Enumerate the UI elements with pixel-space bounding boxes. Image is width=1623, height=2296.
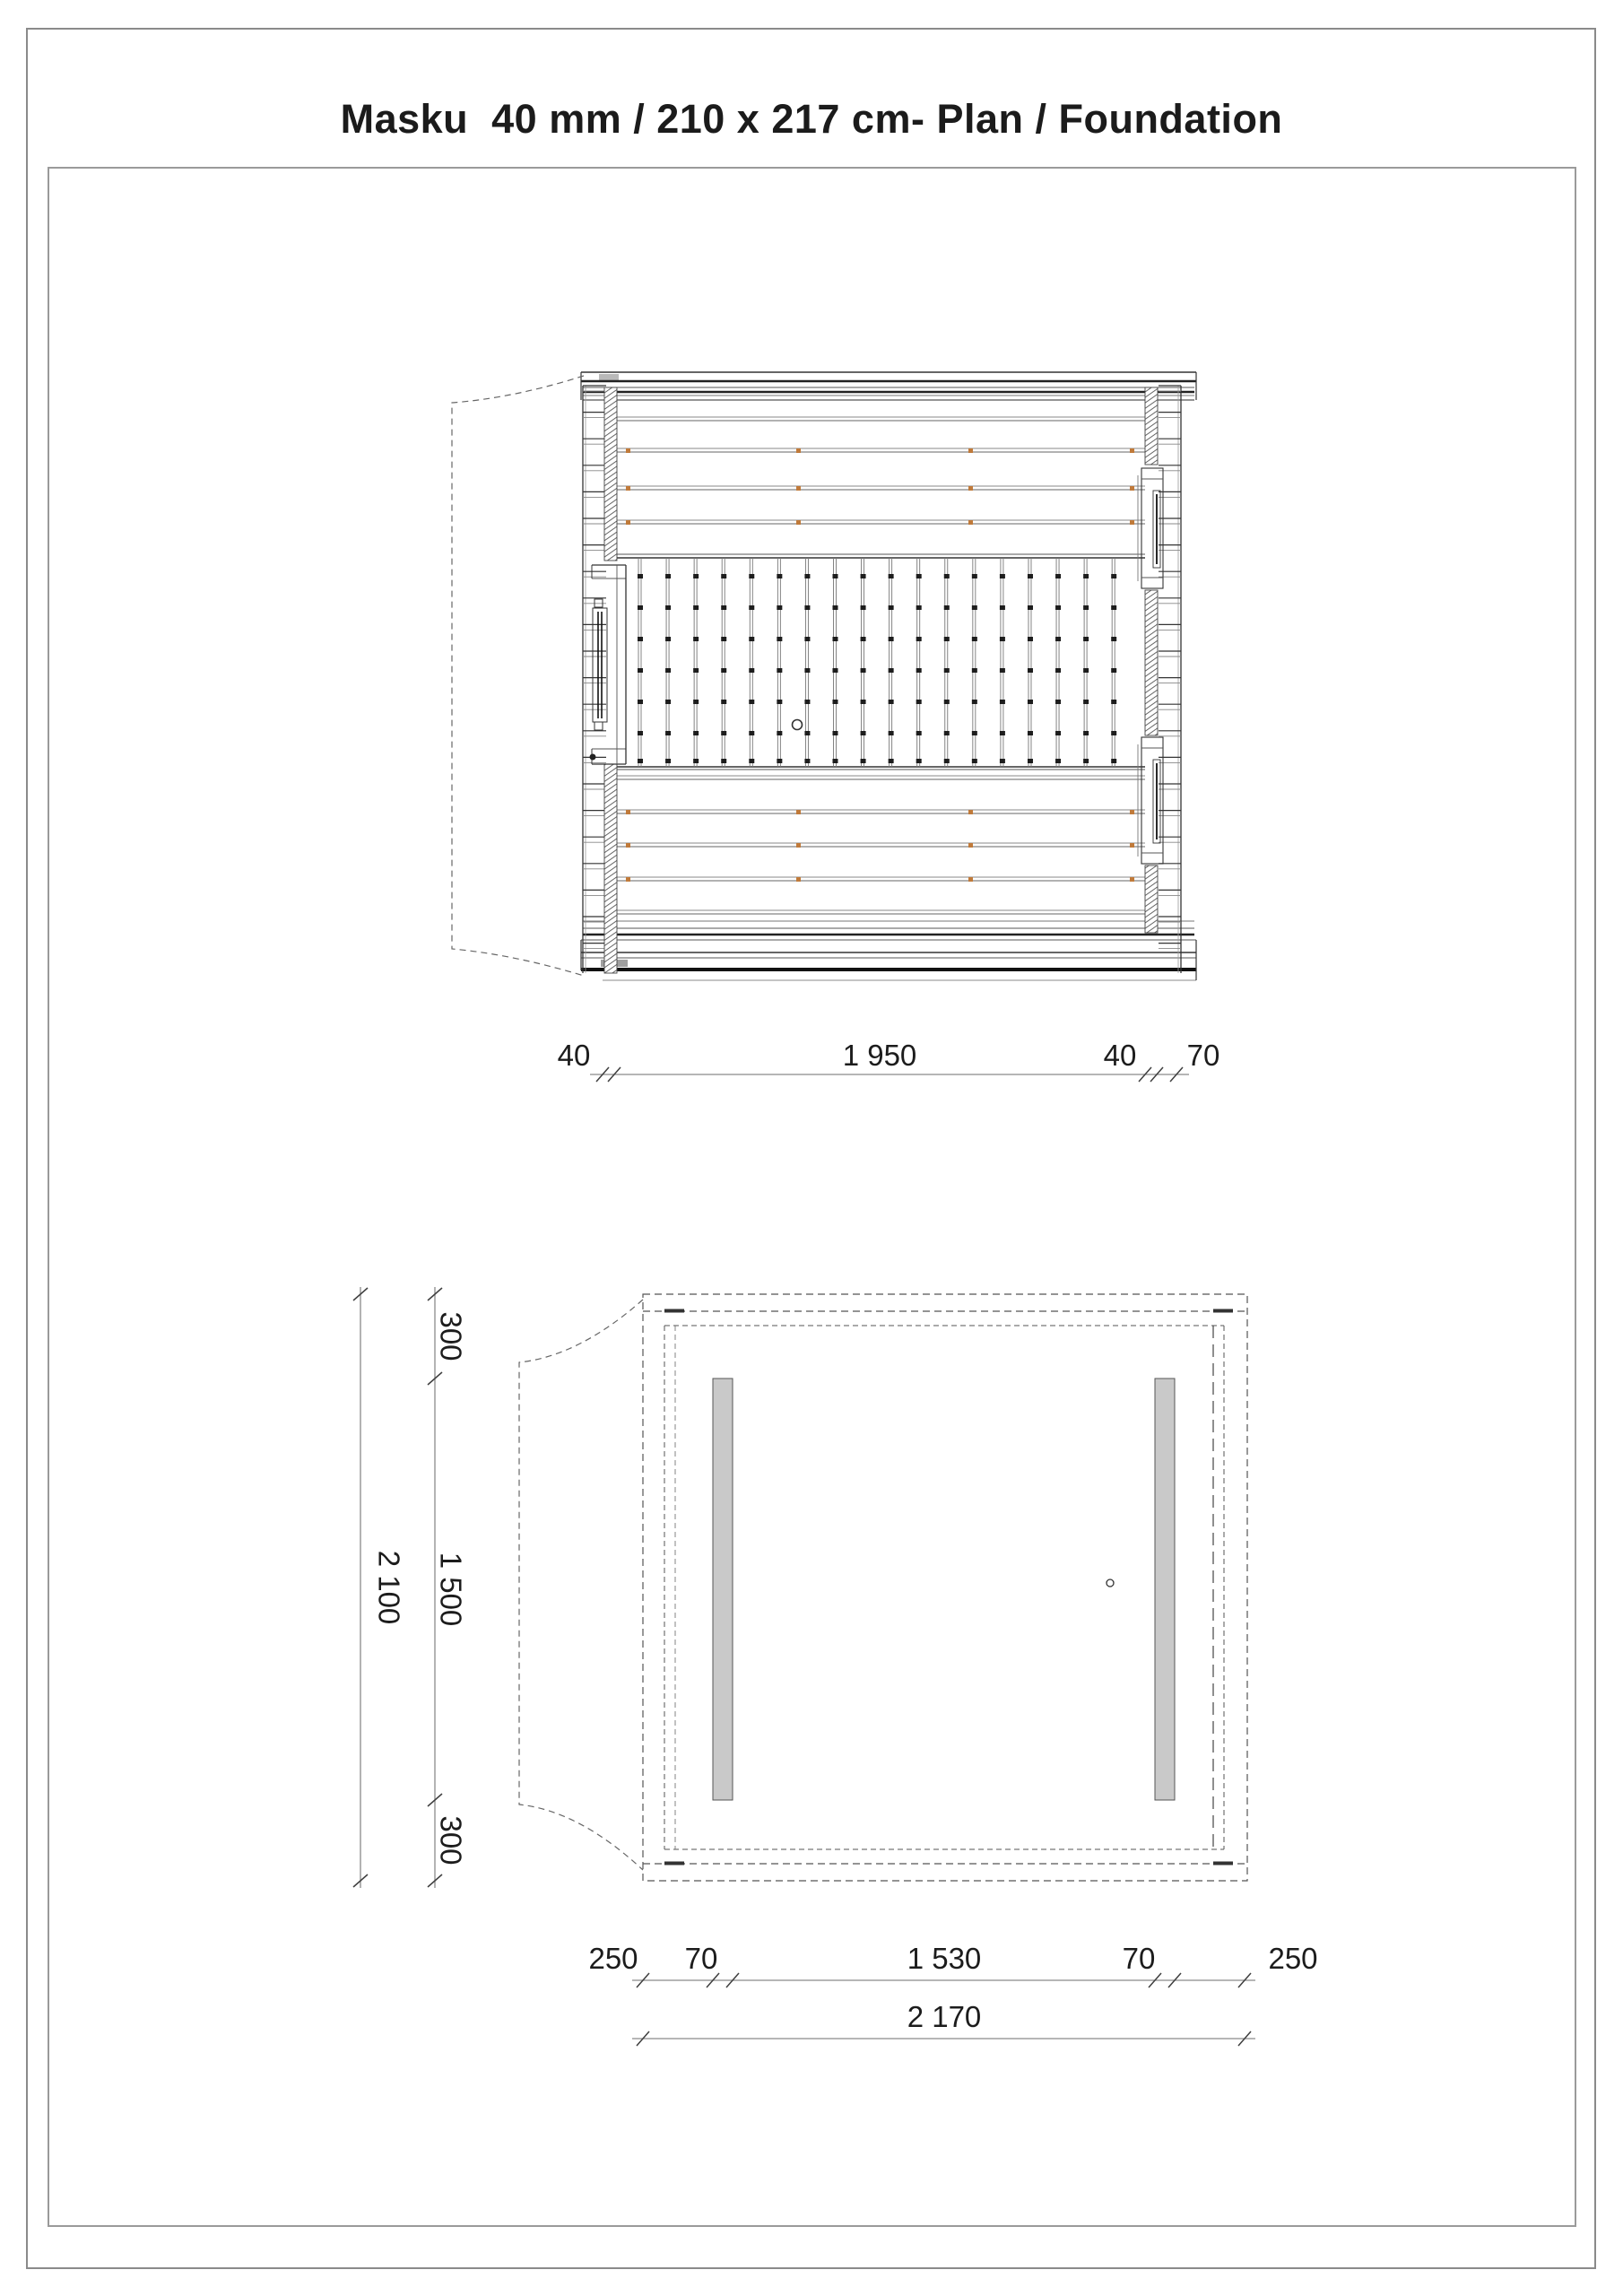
found-dim-70-right: 70 — [1122, 1942, 1156, 1975]
door-assembly — [590, 565, 627, 764]
foundation-dimension-lines — [353, 1287, 1255, 2046]
window-assembly — [1138, 468, 1163, 588]
plan-drawing — [452, 372, 1196, 980]
page-title: Masku 40 mm / 210 x 217 cm- Plan / Foundation — [340, 96, 1283, 142]
foundation-marker-circle — [1107, 1579, 1114, 1587]
plan-dim-70: 70 — [1186, 1039, 1220, 1072]
plan-dim-40-right: 40 — [1103, 1039, 1137, 1072]
found-dim-300-bottom: 300 — [434, 1815, 468, 1866]
foundation-drawing — [519, 1294, 1247, 1881]
found-dim-2170-total: 2 170 — [907, 2000, 982, 2033]
found-dim-1500: 1 500 — [434, 1552, 468, 1627]
door-handle-dot — [590, 754, 596, 761]
plan-dim-1950: 1 950 — [842, 1039, 917, 1072]
found-dim-250-right: 250 — [1268, 1942, 1318, 1975]
plan-dim-40-left: 40 — [557, 1039, 591, 1072]
found-dim-300-top: 300 — [434, 1311, 468, 1361]
window-assembly — [1138, 737, 1163, 864]
drain-circle — [793, 720, 803, 730]
found-dim-1530: 1 530 — [907, 1942, 982, 1975]
found-dim-250-left: 250 — [588, 1942, 638, 1975]
page-borders — [27, 29, 1595, 2268]
found-dim-2100-total: 2 100 — [372, 1550, 406, 1625]
found-dim-70-left: 70 — [684, 1942, 718, 1975]
